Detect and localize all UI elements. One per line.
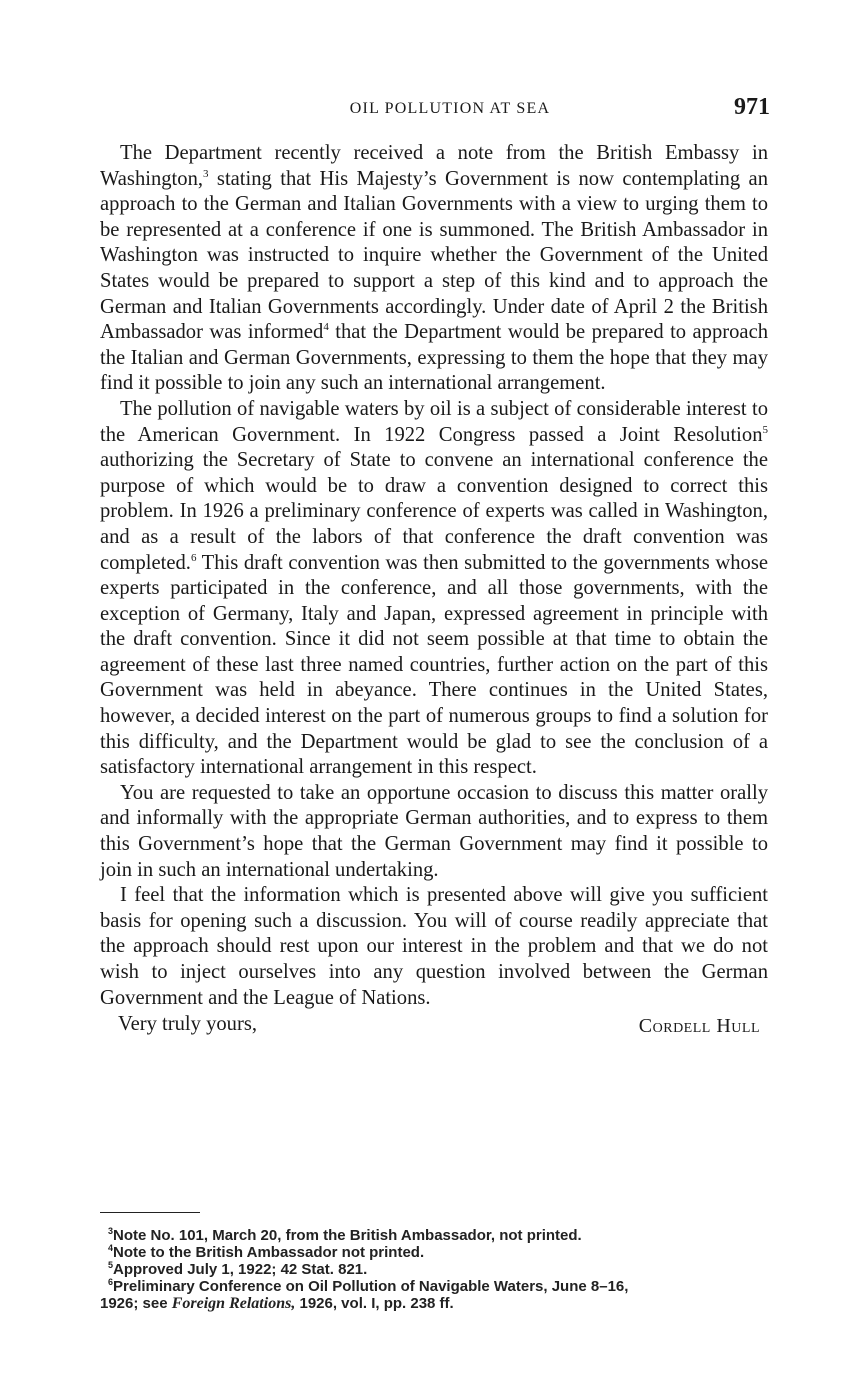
paragraph-1 — [100, 141, 768, 397]
footnote-ref-5: 5 — [762, 423, 768, 436]
footnote-6 — [100, 1278, 762, 1312]
footnote-mark: 6 — [108, 1277, 114, 1287]
page-header — [100, 94, 770, 124]
footnote-text: Approved July 1, 1922; 42 Stat. 821. — [113, 1261, 368, 1278]
page-number: 971 — [734, 94, 770, 120]
footnotes — [100, 1227, 762, 1312]
footnote-mark: 5 — [108, 1260, 114, 1270]
footnote-ref-6: 6 — [190, 551, 197, 564]
paragraph-1-text-a: The Department recently received a note from the British Embassy in Washington, — [100, 142, 768, 190]
paragraph-2-text-b: authorizing the Secretary of State to convene an international conference the purpose of which would be to draw a convention designed to correct this problem. In 1926 a preliminary conference of experts was called in Washington, and as a result of the labors of that conference the draft convention was completed. — [100, 449, 768, 574]
paragraph-2-text-c: This draft convention was then submitted to the governments whose experts participated in the conference, and all those governments, with the exception of Germany, Italy and Japan, expressed agreement in principle with the draft convention. Since it did not seem possible at that time to obtain the agreement of these last three named countries, further action on the part of this Government was held in abeyance. There continues in the United States, however, a decided interest on the part of numerous groups to find a solution for this difficulty, and the Department would be glad to see the conclusion of a satisfactory international arrangement in this respect. — [100, 551, 768, 779]
footnote-text: Note No. 101, March 20, from the British Ambassador, not printed. — [113, 1227, 582, 1244]
footnote-ref-4: 4 — [323, 321, 329, 334]
footnote-3 — [100, 1227, 762, 1244]
signature: Cordell Hull — [638, 1015, 760, 1038]
footnote-text: Note to the British Ambassador not printed. — [113, 1244, 425, 1261]
paragraph-3: You are requested to take an opportune occasion to discuss this matter orally and informally with the appropriate German authorities, and to express to them this Government’s hope that the German Government may find it possible to join in such an international undertaking. — [100, 781, 768, 881]
footnote-mark: 3 — [108, 1226, 114, 1236]
paragraph-4: I feel that the information which is presented above will give you sufficient basis for opening such a discussion. You will of course readily appreciate that the approach should rest upon our interest in the problem and that we do not wish to inject ourselves into any question involved between the German Government and the League of Nations. — [100, 884, 768, 1009]
paragraph-2-text-a: The pollution of navigable waters by oil is a subject of considerable interest to the American Government. In 1922 Congress passed a Joint Resolution — [100, 397, 768, 446]
footnote-ref-3: 3 — [203, 167, 209, 180]
footnote-text: Preliminary Conference on Oil Pollution of Navigable Waters, June 8–16, — [113, 1278, 629, 1295]
footnote-divider — [100, 1212, 200, 1213]
letter-body — [100, 141, 768, 1042]
running-title: OIL POLLUTION AT SEA — [349, 100, 551, 117]
footnote-6-line-1 — [100, 1278, 762, 1295]
paragraph-1-text-b: stating that His Majesty’s Government is now contemplating an approach to the German and Italian Governments with a view to urging them to be represented at a conference if one is summoned. The British Ambassador in Washington was instructed to inquire whether the Government of the United States would be prepared to support a step of this kind and to approach the German and Italian Governments accordingly. Under date of April 2 the British Ambassador was informed — [100, 167, 768, 344]
closing — [100, 1012, 768, 1042]
footnote-text: 1926; see — [100, 1295, 172, 1312]
footnote-text: 1926, vol. I, pp. 238 ff. — [295, 1295, 454, 1312]
footnote-italic-title: Foreign Relations, — [171, 1295, 296, 1312]
paragraph-1-text-c: that the Department would be prepared to approach the Italian and German Governments, expressing to them the hope that they may find it possible to join any such an international arrangement. — [100, 321, 769, 395]
footnote-mark: 4 — [108, 1243, 114, 1253]
paragraph-2 — [100, 397, 768, 781]
footnote-4 — [100, 1244, 762, 1261]
footnote-5 — [100, 1261, 762, 1278]
salutation: Very truly yours, — [118, 1013, 257, 1036]
